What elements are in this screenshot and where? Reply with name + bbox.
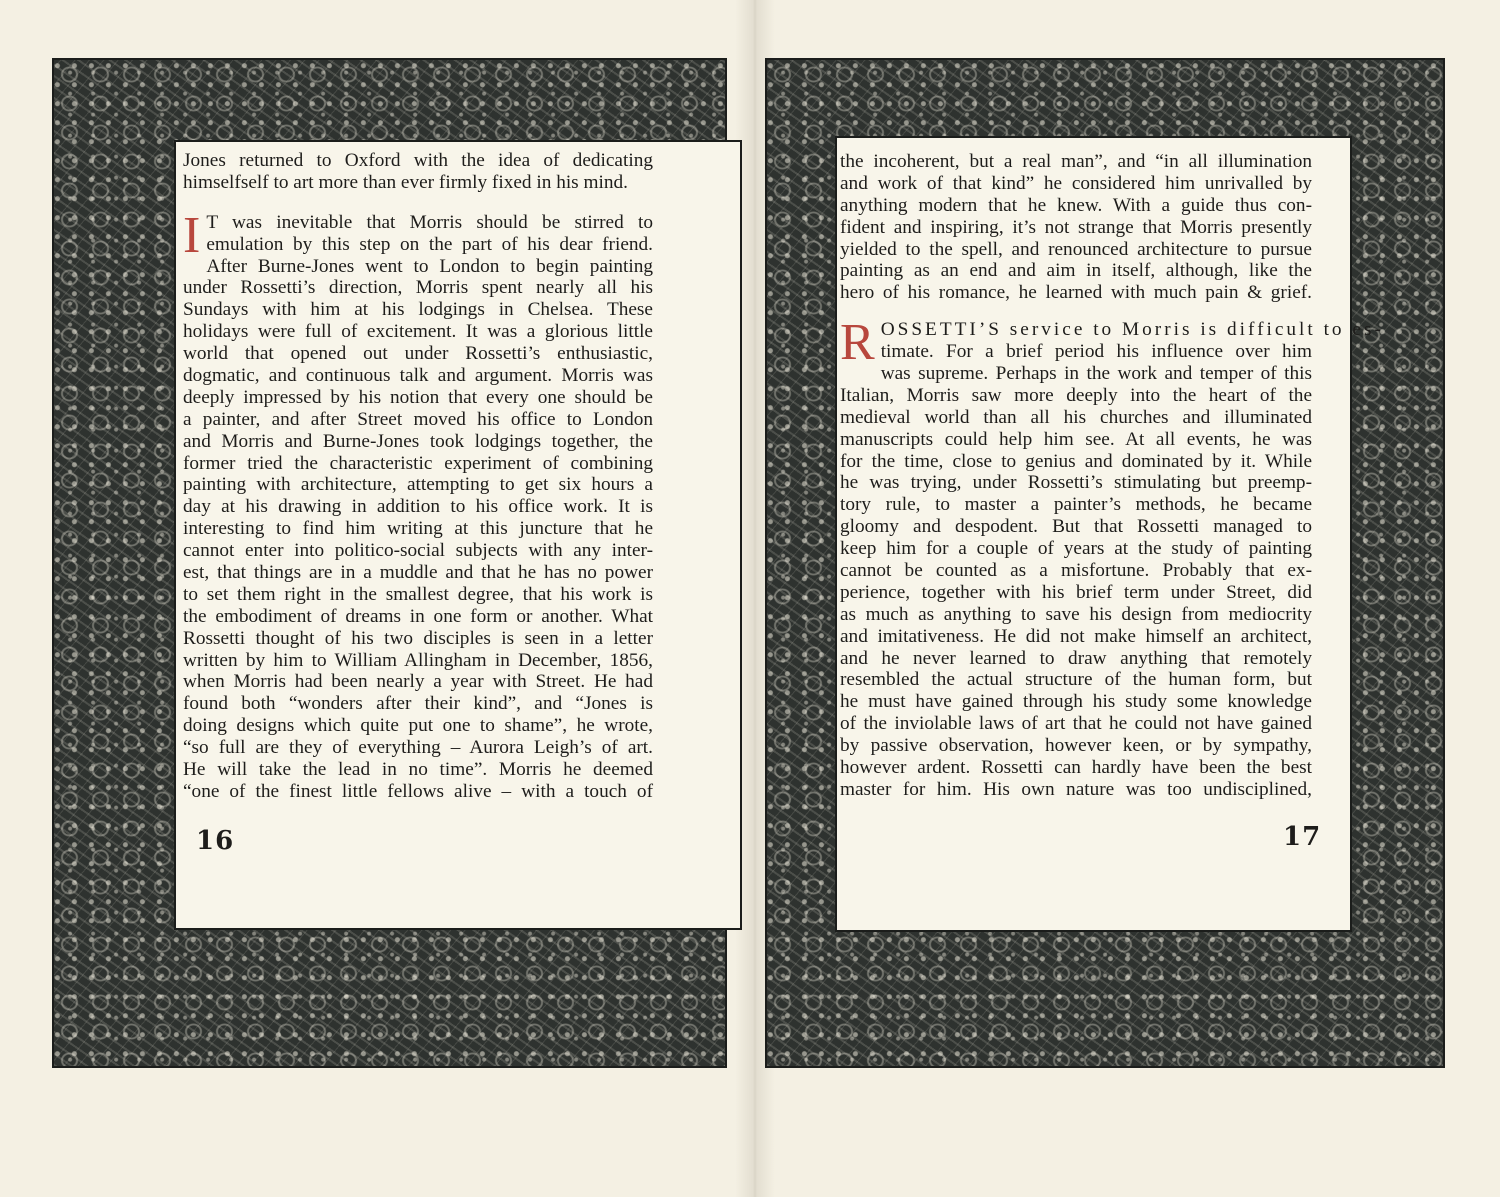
text-line: cannot be counted as a misfortune. Probably that ex- [840, 560, 1312, 582]
text-line: for the time, close to genius and dominated by it. While [840, 450, 1312, 472]
text-line: and he never learned to draw anything that remotely [840, 647, 1312, 669]
text-line: tory rule, to master a painter’s methods, he became [840, 494, 1312, 516]
text-line: yielded to the spell, and renounced architecture to pursue [840, 238, 1312, 260]
text-line: “one of the finest little fellows alive – with a touch of [183, 780, 653, 802]
text-line: found both “wonders after their kind”, and “Jones is [183, 693, 653, 715]
text-line: interesting to find him writing at this juncture that he [183, 518, 653, 540]
drop-cap-initial: I [183, 206, 201, 264]
text-line: himselfself to art more than ever firmly fixed in his mind. [183, 171, 628, 193]
text-line: written by him to William Allingham in December, 1856, [183, 649, 653, 671]
text-line: manuscripts could help him see. At all events, he was [840, 428, 1312, 450]
text-line: est, that things are in a muddle and that he has no power [183, 562, 653, 584]
text-line: cannot enter into politico-social subjects with any inter- [183, 540, 653, 562]
drop-cap-initial: R [840, 314, 875, 372]
text-line: day at his drawing in addition to his office work. It is [183, 496, 653, 518]
text-line: doing designs which quite put one to shame”, he wrote, [183, 715, 653, 737]
text-line: of the inviolable laws of art that he could not have gained [840, 713, 1312, 735]
text-line: the embodiment of dreams in one form or another. What [183, 605, 653, 627]
text-line: After Burne-Jones went to London to begin painting [206, 255, 653, 277]
text-line: he was trying, under Rossetti’s stimulating but preemp- [840, 472, 1312, 494]
text-line: and work of that kind” he considered him unrivalled by [840, 172, 1312, 194]
text-line: painting as an end and aim in itself, although, like the [840, 260, 1312, 282]
text-line: timate. For a brief period his influence over him [880, 341, 1312, 363]
text-line: when Morris had been nearly a year with Street. He had [183, 671, 653, 693]
page-number-left: 16 [196, 826, 235, 856]
text-line: by passive observation, however keen, or by sympathy, [840, 735, 1312, 757]
text-line: holidays were full of excitement. It was a glorious little [183, 321, 653, 343]
text-line: dogmatic, and continuous talk and argument. Morris was [183, 365, 653, 387]
text-line: was supreme. Perhaps in the work and temper of this [880, 363, 1312, 385]
text-line: and Morris and Burne-Jones took lodgings together, the [183, 430, 653, 452]
text-line: hero of his romance, he learned with much pain & grief. [840, 282, 1312, 304]
text-line: the incoherent, but a real man”, and “in all illumination [840, 151, 1312, 172]
text-line: resembled the actual structure of the human form, but [840, 669, 1312, 691]
text-line: a painter, and after Street moved his office to London [183, 408, 653, 430]
text-line: former tried the characteristic experiment of combining [183, 452, 653, 474]
text-line: emulation by this step on the part of his dear friend. [206, 233, 653, 255]
text-line: world that opened out under Rossetti’s enthusiastic, [183, 343, 653, 365]
text-line: gloomy and despodent. But that Rossetti managed to [840, 516, 1312, 538]
page-number-right: 17 [1283, 822, 1322, 852]
text-line: anything modern that he knew. With a guide thus con- [840, 194, 1312, 216]
text-line: medieval world than all his churches and illuminated [840, 406, 1312, 428]
text-line: painting with architecture, attempting to get six hours a [183, 474, 653, 496]
text-line: Sundays with him at his lodgings in Chelsea. These [183, 299, 653, 321]
text-line: he must have gained through his study some knowledge [840, 691, 1312, 713]
right-page-text [840, 151, 1384, 801]
text-line: as much as anything to save his design from mediocrity [840, 603, 1312, 625]
text-line: to set them right in the smallest degree, that his work is [183, 583, 653, 605]
text-line: fident and inspiring, it’s not strange that Morris presently [840, 216, 1312, 238]
right-paragraph-body [840, 363, 1312, 801]
left-page-text [183, 150, 653, 803]
left-paragraph-body [183, 256, 653, 803]
text-line: He will take the lead in no time”. Morris he deemed [183, 759, 653, 781]
text-line: Rossetti thought of his two disciples is seen in a letter [183, 627, 653, 649]
text-line: OSSETTI’S service to Morris is difficult to es- [880, 319, 1384, 341]
text-line: Italian, Morris saw more deeply into the heart of the [840, 384, 1312, 406]
text-line: keep him for a couple of years at the study of painting [840, 538, 1312, 560]
text-line: deeply impressed by his notion that every one should be [183, 386, 653, 408]
text-line: under Rossetti’s direction, Morris spent nearly all his [183, 277, 653, 299]
text-line: Jones returned to Oxford with the idea of dedicating [183, 150, 653, 171]
text-line: T was inevitable that Morris should be stirred to [206, 211, 653, 233]
text-line: master for him. His own nature was too undisciplined, [840, 778, 1312, 800]
text-line: however ardent. Rossetti can hardly have been the best [840, 757, 1312, 779]
text-line: and imitativeness. He did not make himself an architect, [840, 625, 1312, 647]
text-line: “so full are they of everything – Aurora Leigh’s of art. [183, 737, 653, 759]
text-line: perience, together with his brief term under Street, did [840, 581, 1312, 603]
